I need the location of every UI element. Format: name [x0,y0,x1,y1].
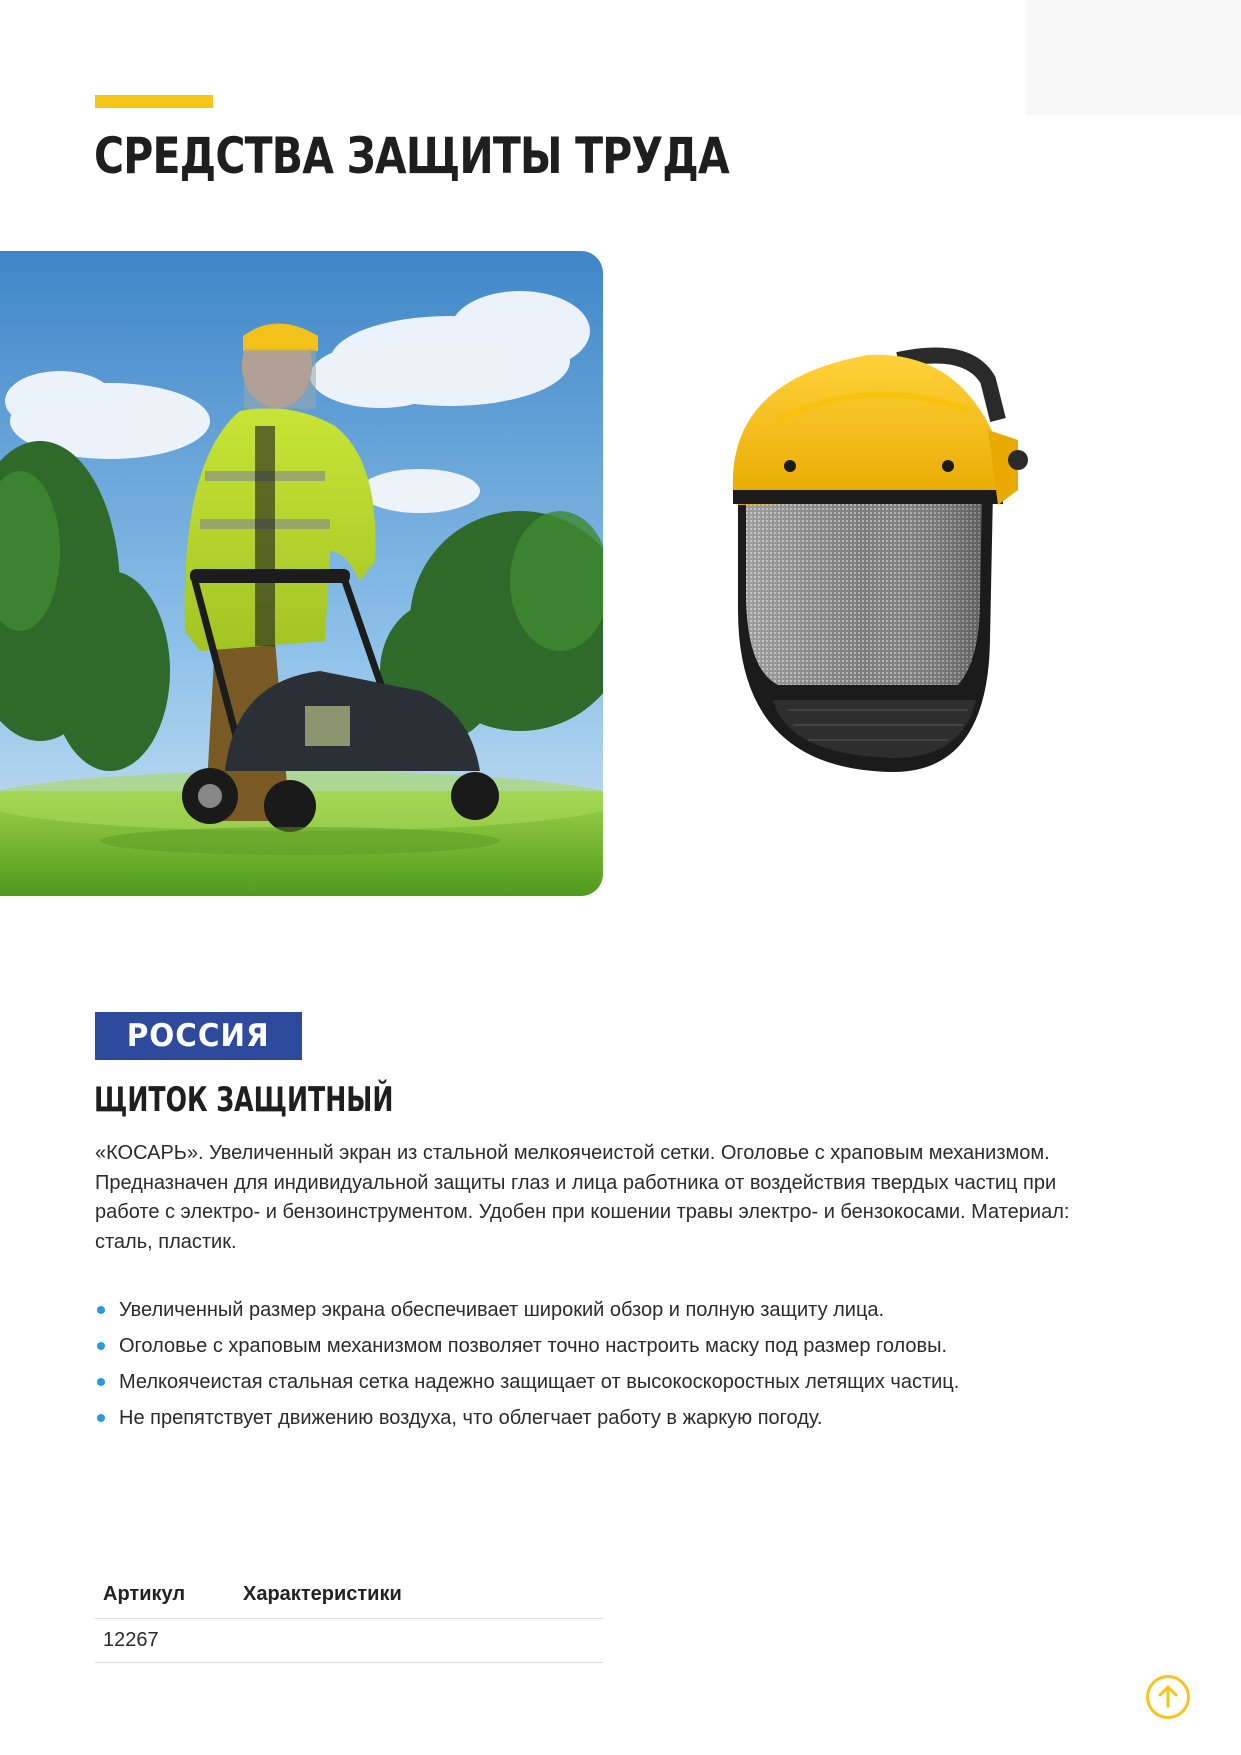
column-header-article: Артикул [95,1580,235,1619]
arrow-up-circle-icon [1145,1674,1191,1720]
corner-shade [1026,0,1241,115]
page-title: СРЕДСТВА ЗАЩИТЫ ТРУДА [94,127,729,185]
product-title: ЩИТОК ЗАЩИТНЫЙ [94,1080,394,1120]
photo-mower-worker [0,251,603,896]
table-row [95,1619,603,1663]
feature-item: Не препятствует движению воздуха, что облегчает работу в жаркую погоду. [95,1400,1145,1436]
product-description: «КОСАРЬ». Увеличенный экран из стальной мелкоячеистой сетки. Оголовье с храповым механизмом. Предназначен для индивидуальной защиты глаз и лица работника от воздействия твердых частиц при работе с электро- и бензоинструментом. Удобен при кошении травы электро- и бензокосами. Материал: сталь, пластик. [95,1142,1070,1253]
feature-item: Оголовье с храповым механизмом позволяет точно настроить маску под размер головы. [95,1328,1145,1364]
feature-item: Увеличенный размер экрана обеспечивает широкий обзор и полную защиту лица. [95,1292,1145,1328]
country-badge-label: РОССИЯ [127,1018,270,1054]
country-badge [95,1012,302,1060]
characteristics-value [235,1619,603,1663]
face-shield-mesh [718,340,1058,790]
feature-item: Мелкоячеистая стальная сетка надежно защищает от высокоскоростных летящих частиц. [95,1364,1145,1400]
feature-list [95,1292,1145,1436]
column-header-characteristics: Характеристики [235,1580,603,1619]
specs-table [95,1580,603,1663]
article-number: 12267 [95,1619,235,1663]
specs-header-row [95,1580,603,1619]
title-accent-bar [95,95,213,108]
scroll-to-top-button[interactable] [1145,1674,1191,1720]
